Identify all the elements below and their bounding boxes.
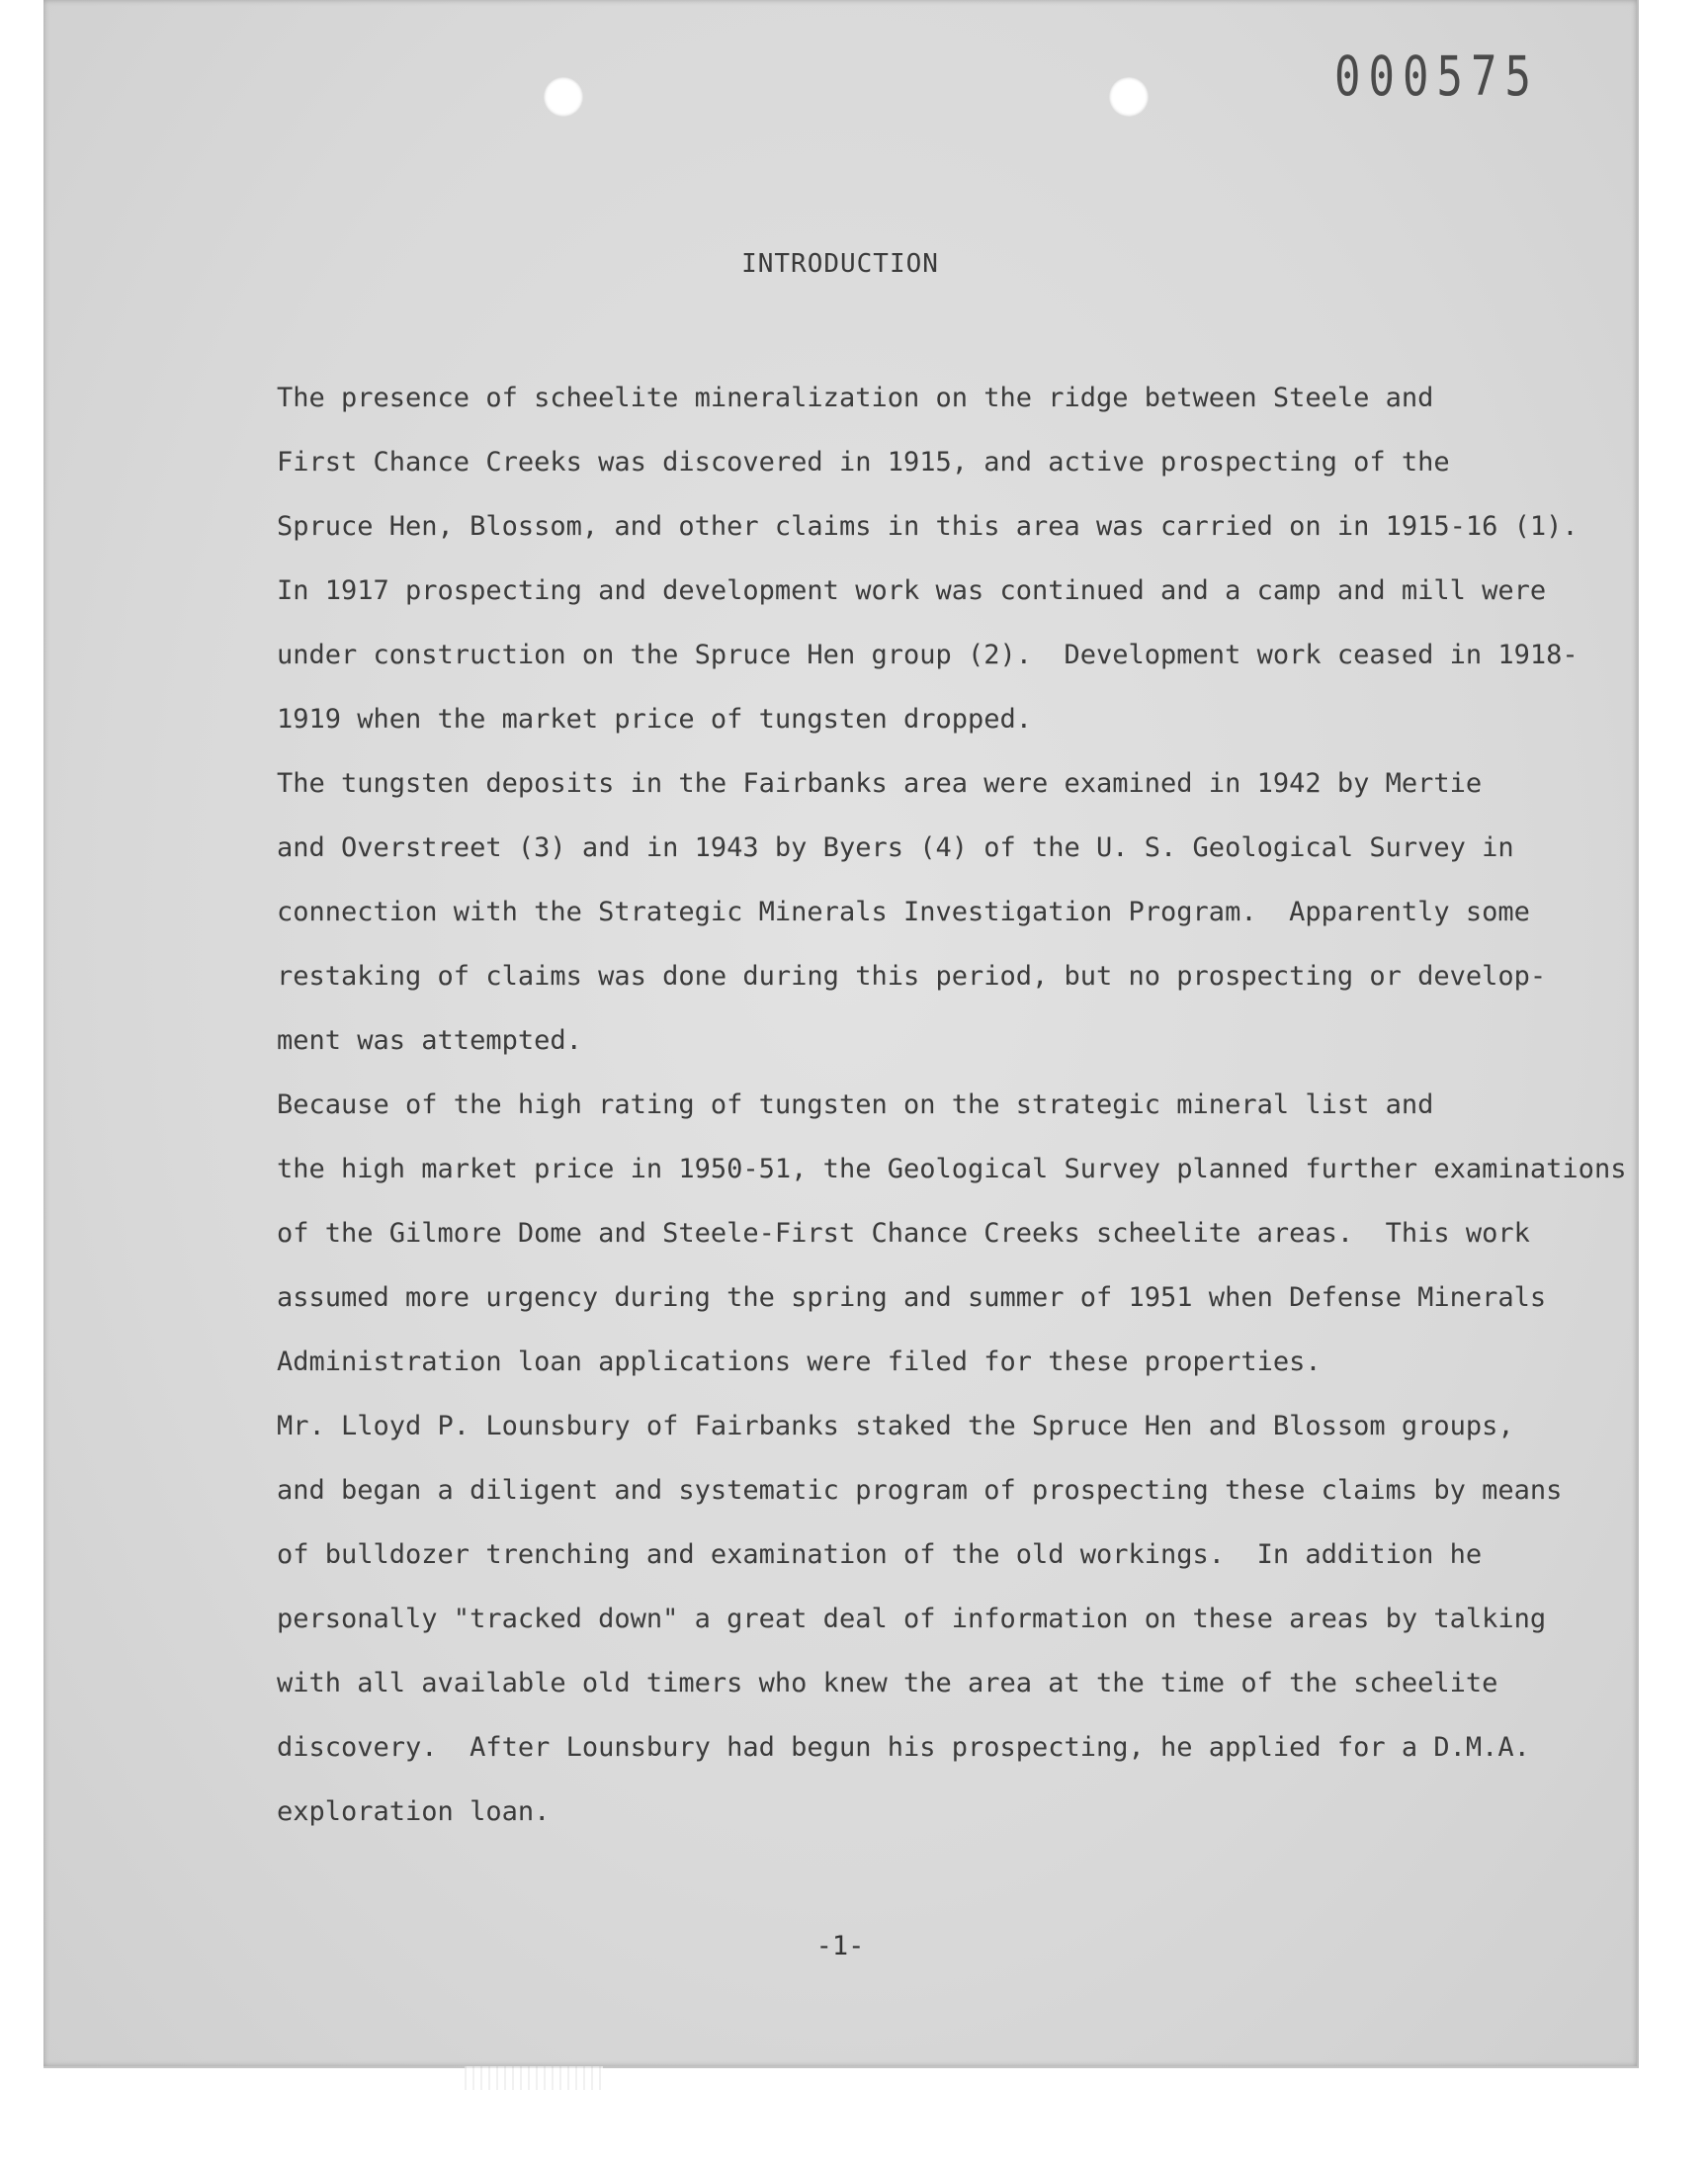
text-line: ment was attempted.	[277, 1025, 582, 1056]
text-line: In 1917 prospecting and development work was continued and a camp and mill were	[277, 575, 1547, 606]
text-line: The tungsten deposits in the Fairbanks area were examined in 1942 by Mertie	[277, 768, 1483, 799]
text-line: of the Gilmore Dome and Steele-First Chance Creeks scheelite areas. This work	[277, 1218, 1530, 1249]
paragraph-2	[192, 751, 1605, 1073]
text-line: restaking of claims was done during this period, but no prospecting or develop-	[277, 961, 1547, 992]
text-line: Mr. Lloyd P. Lounsbury of Fairbanks staked the Spruce Hen and Blossom groups,	[277, 1411, 1514, 1441]
text-line: Administration loan applications were filed for these properties.	[277, 1347, 1322, 1377]
text-line: and Overstreet (3) and in 1943 by Byers (4) of the U. S. Geological Survey in	[277, 832, 1514, 863]
text-line: with all available old timers who knew the area at the time of the scheelite	[277, 1668, 1498, 1698]
text-line: 1919 when the market price of tungsten dropped.	[277, 704, 1033, 735]
text-line: personally "tracked down" a great deal of information on these areas by talking	[277, 1604, 1547, 1634]
document-stamp-number: 000575	[1334, 45, 1539, 109]
text-line: assumed more urgency during the spring and summer of 1951 when Defense Minerals	[277, 1282, 1547, 1313]
punch-hole-right	[1109, 77, 1149, 117]
text-line: and began a diligent and systematic program of prospecting these claims by means	[277, 1475, 1563, 1506]
text-line: First Chance Creeks was discovered in 1915, and active prospecting of the	[277, 447, 1450, 478]
text-line: exploration loan.	[277, 1796, 551, 1827]
paragraph-1	[192, 366, 1605, 751]
page-number: -1-	[815, 1931, 865, 1961]
punch-hole-left	[544, 77, 583, 117]
text-line: Because of the high rating of tungsten on the strategic mineral list and	[277, 1089, 1434, 1120]
text-line: The presence of scheelite mineralization on the ridge between Steele and	[277, 383, 1434, 413]
text-line: of bulldozer trenching and examination of the old workings. In addition he	[277, 1539, 1483, 1570]
text-line: connection with the Strategic Minerals Investigation Program. Apparently some	[277, 897, 1530, 927]
text-line: Spruce Hen, Blossom, and other claims in this area was carried on in 1915-16 (1).	[277, 511, 1579, 542]
document-body	[192, 366, 1627, 1844]
document-page	[43, 0, 1639, 2068]
paragraph-3	[192, 1073, 1627, 1394]
page-title: INTRODUCTION	[741, 249, 939, 279]
text-line: the high market price in 1950-51, the Geological Survey planned further examinations	[277, 1154, 1627, 1184]
text-line: discovery. After Lounsbury had begun his prospecting, he applied for a D.M.A.	[277, 1732, 1530, 1763]
paragraph-4	[192, 1394, 1605, 1844]
scan-artifact	[465, 2066, 603, 2090]
text-line: under construction on the Spruce Hen group (2). Development work ceased in 1918-	[277, 640, 1579, 670]
